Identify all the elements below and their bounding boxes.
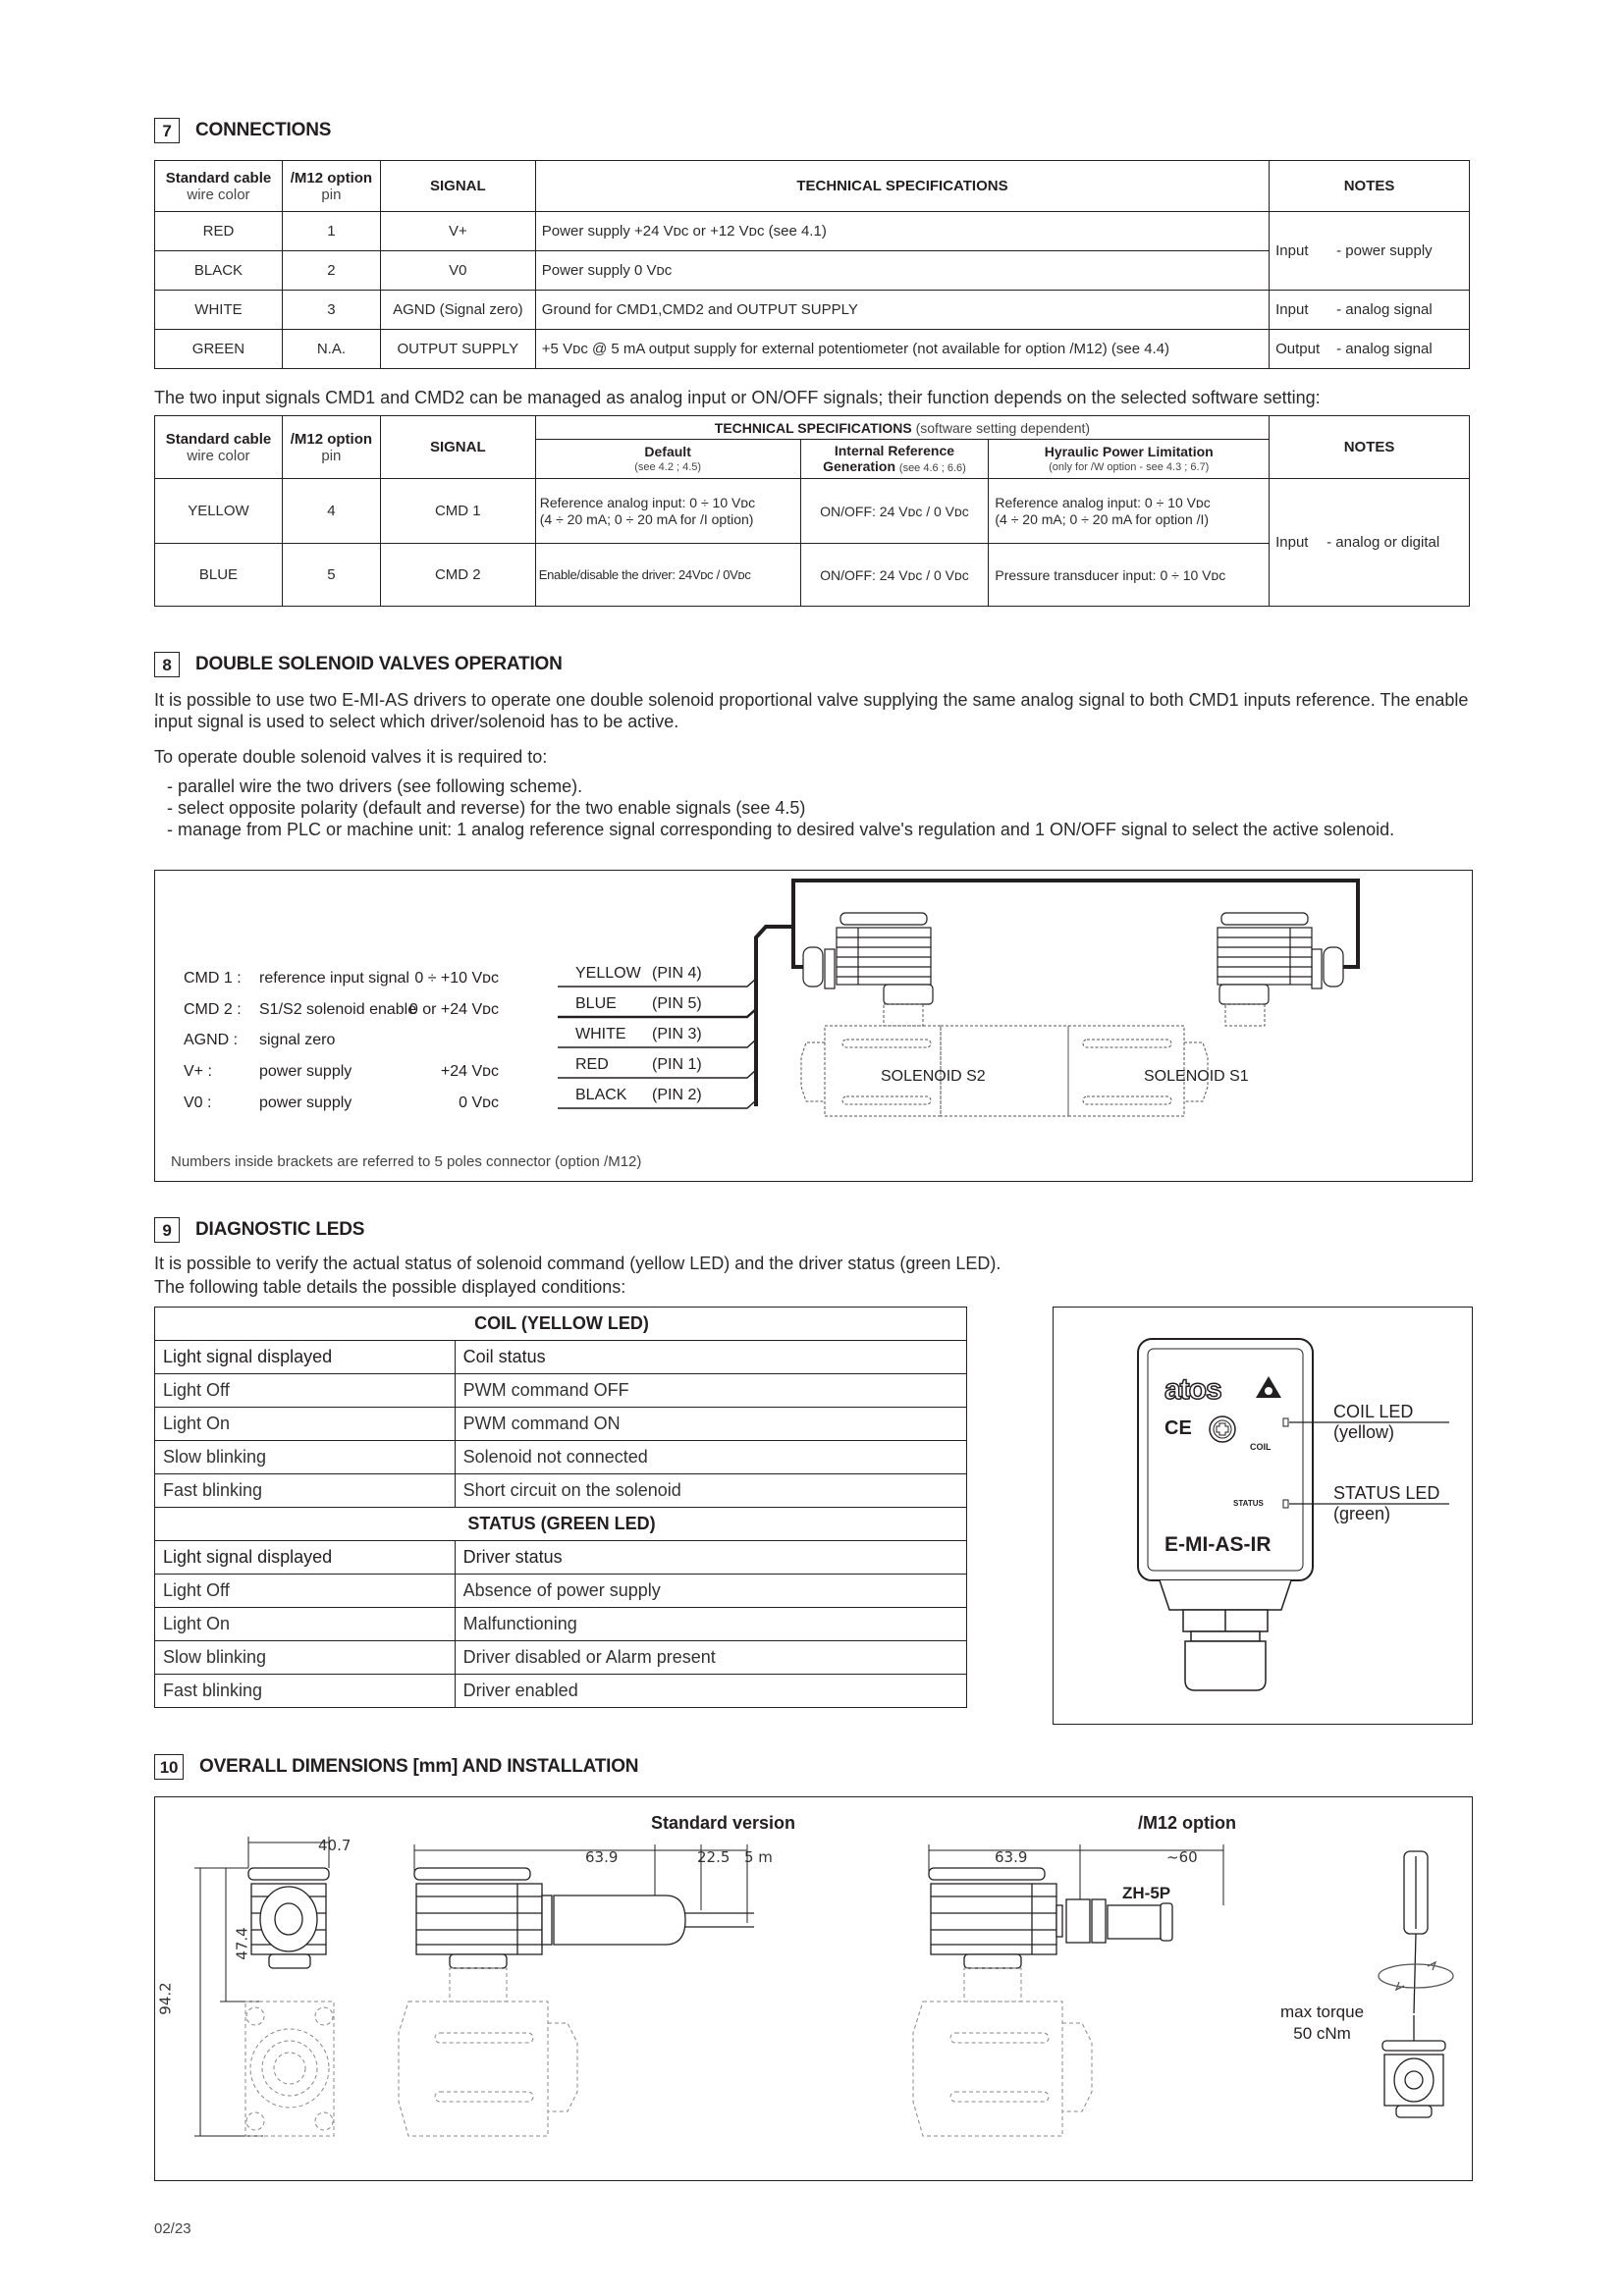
diagram-footnote: Numbers inside brackets are referred to 5 poles connector (option /M12) (171, 1153, 642, 1170)
table-row (155, 291, 1470, 330)
spec: Power supply +24 Vᴅᴄ or +12 Vᴅᴄ (see 4.1) (535, 212, 1269, 251)
wire-color: BLUE (155, 544, 283, 607)
section-title: CONNECTIONS (195, 120, 332, 140)
header-main: Hyraulic Power Limitation (1044, 443, 1214, 459)
note-desc: - analog or digital (1326, 534, 1440, 551)
dim-height-total: 94.2 (156, 1982, 175, 2015)
signal: AGND (Signal zero) (380, 291, 535, 330)
light-signal: Light On (155, 1608, 456, 1641)
header-sub: pin (321, 186, 342, 203)
table-row (155, 1474, 967, 1508)
table-row (155, 1641, 967, 1675)
col-header: Light signal displayed (155, 1541, 456, 1575)
signal-desc: power supply (259, 1063, 352, 1080)
header-specs (535, 416, 1269, 440)
header-default (535, 440, 800, 479)
section-number: 10 (154, 1754, 184, 1780)
front-valve-ghost (245, 2002, 334, 2136)
wire-pin: (PIN 1) (652, 1056, 702, 1073)
paragraph: It is possible to use two E-MI-AS drivers to operate one double solenoid proportional valve supplying the same analog signal to both CMD1 inputs reference. The enable input signal is used to select which driver/solenoid has to be active. (154, 690, 1469, 731)
header-pin (282, 161, 380, 212)
header-main: /M12 option (290, 430, 373, 448)
signal-name: V+ : (184, 1063, 212, 1080)
wire-color: WHITE (155, 291, 283, 330)
header-sub: (see 4.2 ; 4.5) (634, 460, 702, 473)
col-header: Coil status (455, 1341, 966, 1374)
note-type: Input (1275, 534, 1309, 551)
header-signal: SIGNAL (380, 416, 535, 479)
cable-gland (1160, 1580, 1291, 1690)
paragraph: It is possible to verify the actual status of solenoid command (yellow LED) and the driver status (green LED). (154, 1254, 1001, 1273)
header-internal (800, 440, 989, 479)
header-sub: (software setting dependent) (915, 419, 1091, 436)
section-8-heading (154, 652, 563, 677)
wire-lines (558, 979, 756, 1108)
device-illustration (1053, 1307, 1473, 1725)
led-status-table (154, 1307, 967, 1708)
signal-name: CMD 1 : (184, 970, 242, 987)
callout-sub: (yellow) (1333, 1422, 1395, 1442)
header-specs: TECHNICAL SPECIFICATIONS (535, 161, 1269, 212)
header-main: TECHNICAL SPECIFICATIONS (714, 419, 912, 436)
hydraulic-spec (989, 479, 1270, 544)
signal-value: 0 ÷ +10 Vᴅᴄ (414, 970, 499, 987)
internal-spec: ON/OFF: 24 Vᴅᴄ / 0 Vᴅᴄ (800, 479, 989, 544)
notes-cell (1270, 479, 1470, 607)
dim-length-std: 63.9 (585, 1848, 619, 1866)
light-signal: Fast blinking (155, 1474, 456, 1508)
front-view (248, 1868, 329, 1968)
wire-color: YELLOW (155, 479, 283, 544)
header-main: Standard cable (165, 169, 272, 187)
standard-version-label: Standard version (651, 1813, 796, 1833)
default-spec (535, 479, 800, 544)
spec-line: (4 ÷ 20 mA; 0 ÷ 20 mA for option /I) (995, 510, 1210, 527)
header-signal: SIGNAL (380, 161, 535, 212)
note-type: Input (1275, 301, 1309, 318)
section-title: OVERALL DIMENSIONS [mm] AND INSTALLATION (199, 1756, 639, 1777)
header-sub: (only for /W option - see 4.3 ; 6.7) (1049, 460, 1210, 473)
header-main: Generation (823, 457, 896, 474)
bullet-list (167, 775, 1475, 840)
signal: CMD 1 (380, 479, 535, 544)
coil-led-indicator (1283, 1418, 1288, 1426)
pin: 2 (282, 251, 380, 291)
ce-mark: CE (1164, 1417, 1192, 1439)
signal-desc: power supply (259, 1095, 352, 1111)
connections-table (154, 160, 1470, 369)
col-header: Light signal displayed (155, 1341, 456, 1374)
table-row (155, 1408, 967, 1441)
signal-name: CMD 2 : (184, 1001, 242, 1018)
status-text: Short circuit on the solenoid (455, 1474, 966, 1508)
header-main: Standard cable (165, 430, 272, 448)
default-spec: Enable/disable the driver: 24Vᴅᴄ / 0Vᴅᴄ (535, 544, 800, 607)
status-title-row (155, 1508, 967, 1541)
note-desc: - analog signal (1336, 301, 1433, 318)
wire-color: BLACK (155, 251, 283, 291)
m12-valve-ghost (913, 1968, 1092, 2136)
table-header-row (155, 161, 1470, 212)
mini-driver-drawing (1382, 2015, 1445, 2117)
wiring-drawing (155, 871, 1471, 1181)
cmd-intro-text: The two input signals CMD1 and CMD2 can be managed as analog input or ON/OFF signals; their function depends on the selected software setting: (154, 388, 1321, 407)
coil-title-row (155, 1308, 967, 1341)
wire-color: RED (155, 212, 283, 251)
status-text: Solenoid not connected (455, 1441, 966, 1474)
header-sub: (see 4.6 ; 6.6) (898, 461, 966, 474)
device-model: E-MI-AS-IR (1164, 1533, 1272, 1556)
status-text: Malfunctioning (455, 1608, 966, 1641)
brand-logo-text: atos (1164, 1373, 1221, 1406)
notes-cell (1270, 330, 1470, 369)
driver-s1-drawing (1218, 913, 1343, 1004)
bullet-item: - manage from PLC or machine unit: 1 analog reference signal corresponding to desired valve's regulation and 1 ON/OFF signal to select the active solenoid. (167, 820, 1395, 839)
status-header-row (155, 1541, 967, 1575)
light-signal: Slow blinking (155, 1441, 456, 1474)
section-title: DOUBLE SOLENOID VALVES OPERATION (195, 654, 563, 674)
spec: Ground for CMD1,CMD2 and OUTPUT SUPPLY (535, 291, 1269, 330)
status-led-indicator (1283, 1500, 1288, 1508)
section-7-heading (154, 118, 331, 143)
signal-desc: S1/S2 solenoid enable (259, 1001, 417, 1018)
signal: CMD 2 (380, 544, 535, 607)
signal-name: V0 : (184, 1095, 212, 1111)
paragraph: To operate double solenoid valves it is required to: (154, 747, 548, 767)
dimension-lines (194, 1837, 1223, 2136)
header-wire-color (155, 416, 283, 479)
wire-color: GREEN (155, 330, 283, 369)
bullet-item: - select opposite polarity (default and reverse) for the two enable signals (see 4.5) (167, 798, 806, 818)
wiring-diagram (154, 870, 1473, 1182)
signal: V0 (380, 251, 535, 291)
solenoid-s1-label: SOLENOID S1 (1144, 1068, 1249, 1085)
light-signal: Fast blinking (155, 1675, 456, 1708)
header-sub: wire color (187, 447, 250, 464)
pin: N.A. (282, 330, 380, 369)
header-wire-color (155, 161, 283, 212)
m12-side-view (929, 1868, 1172, 1968)
spec: Power supply 0 Vᴅᴄ (535, 251, 1269, 291)
pin: 3 (282, 291, 380, 330)
callout-title: STATUS LED (1333, 1483, 1440, 1503)
solenoid-s2-label: SOLENOID S2 (881, 1068, 986, 1085)
signal-name: AGND : (184, 1032, 239, 1048)
pin: 1 (282, 212, 380, 251)
header-pin (282, 416, 380, 479)
m12-option-label: /M12 option (1138, 1813, 1236, 1833)
dim-height-upper: 47.4 (233, 1927, 251, 1960)
wire-color: YELLOW (575, 965, 641, 982)
coil-led-callout (1333, 1402, 1413, 1443)
coil-header-row (155, 1341, 967, 1374)
standard-valve-ghost (399, 1968, 577, 2136)
internal-spec: ON/OFF: 24 Vᴅᴄ / 0 Vᴅᴄ (800, 544, 989, 607)
plus-icon (1217, 1423, 1228, 1435)
header-main: Internal Reference (834, 442, 955, 458)
status-text: PWM command OFF (455, 1374, 966, 1408)
signal-value: +24 Vᴅᴄ (440, 1063, 499, 1080)
table-row (155, 1374, 967, 1408)
table-header-row (155, 416, 1470, 440)
pin: 4 (282, 479, 380, 544)
table-row (155, 479, 1470, 544)
dim-length-m12: 63.9 (995, 1848, 1028, 1866)
note-type: Input (1275, 242, 1309, 259)
signal-value: 0 or +24 Vᴅᴄ (408, 1001, 499, 1018)
wire-pin: (PIN 2) (652, 1087, 702, 1103)
section-10-heading (154, 1754, 638, 1780)
connector-model: ZH-5P (1122, 1884, 1171, 1902)
status-text: Driver enabled (455, 1675, 966, 1708)
wire-pin: (PIN 4) (652, 965, 702, 982)
spec: +5 Vᴅᴄ @ 5 mA output supply for external potentiometer (not available for option /M12) (see 4.4) (535, 330, 1269, 369)
status-text: PWM command ON (455, 1408, 966, 1441)
valve-body-drawing (801, 1004, 1265, 1116)
bullet-item: - parallel wire the two drivers (see following scheme). (167, 776, 583, 796)
status-text: Absence of power supply (455, 1575, 966, 1608)
dimensions-drawing (154, 1796, 1473, 2181)
callout-title: COIL LED (1333, 1402, 1414, 1421)
section-number: 7 (154, 118, 180, 143)
driver-s2-drawing (803, 913, 933, 1004)
status-small-label: STATUS (1233, 1499, 1264, 1508)
table-row (155, 1575, 967, 1608)
signal-desc: reference input signal (259, 970, 409, 987)
notes-cell (1270, 291, 1470, 330)
light-signal: Slow blinking (155, 1641, 456, 1675)
rotation-arrow-icon (1379, 1962, 1453, 1990)
header-sub: wire color (187, 186, 250, 203)
col-header: Driver status (455, 1541, 966, 1575)
status-table-title: STATUS (GREEN LED) (155, 1508, 967, 1541)
table-row (155, 212, 1470, 251)
table-row (155, 330, 1470, 369)
header-main: Default (644, 443, 691, 459)
header-notes: NOTES (1270, 416, 1470, 479)
status-led-callout (1333, 1483, 1439, 1524)
callout-sub: (green) (1333, 1504, 1391, 1523)
note-desc: - analog signal (1336, 341, 1433, 357)
wire-pin: (PIN 5) (652, 995, 702, 1012)
dim-width-front: 40.7 (318, 1837, 352, 1854)
cmd-signals-table (154, 415, 1470, 607)
standard-side-view (414, 1868, 754, 1968)
section-9-heading (154, 1217, 364, 1243)
spec-line: Reference analog input: 0 ÷ 10 Vᴅᴄ (995, 494, 1211, 510)
signal: OUTPUT SUPPLY (380, 330, 535, 369)
signal: V+ (380, 212, 535, 251)
light-signal: Light Off (155, 1575, 456, 1608)
spec-line: (4 ÷ 20 mA; 0 ÷ 20 mA for /I option) (539, 510, 754, 527)
wire-color: BLUE (575, 995, 617, 1012)
wire-color: RED (575, 1056, 609, 1073)
dimensions-svg (155, 1797, 1471, 2180)
light-signal: Light On (155, 1408, 456, 1441)
brand-logo-dot (1265, 1387, 1272, 1395)
header-notes: NOTES (1270, 161, 1470, 212)
torque-line: max torque (1280, 2002, 1365, 2021)
torque-value: 50 cNm (1293, 2024, 1351, 2043)
screwdriver-icon (1404, 1851, 1428, 2013)
wire-color: WHITE (575, 1026, 626, 1042)
section-number: 9 (154, 1217, 180, 1243)
light-signal: Light Off (155, 1374, 456, 1408)
paragraph: The following table details the possible displayed conditions: (154, 1277, 626, 1297)
header-main: /M12 option (290, 169, 373, 187)
notes-cell (1270, 212, 1470, 291)
table-row (155, 1441, 967, 1474)
table-row (155, 1608, 967, 1641)
signal-value: 0 Vᴅᴄ (459, 1095, 499, 1111)
pin: 5 (282, 544, 380, 607)
signal-desc: signal zero (259, 1032, 336, 1048)
dim-cable: 5 m (744, 1848, 773, 1866)
header-sub: pin (321, 447, 342, 464)
hydraulic-spec: Pressure transducer input: 0 ÷ 10 Vᴅᴄ (989, 544, 1270, 607)
spec-line: Reference analog input: 0 ÷ 10 Vᴅᴄ (539, 494, 756, 510)
wire-color: BLACK (575, 1087, 627, 1103)
coil-table-title: COIL (YELLOW LED) (155, 1308, 967, 1341)
status-text: Driver disabled or Alarm present (455, 1641, 966, 1675)
dim-gland: 22.5 (697, 1848, 731, 1866)
table-row (155, 1675, 967, 1708)
note-desc: - power supply (1336, 242, 1433, 259)
note-type: Output (1275, 341, 1321, 357)
coil-small-label: COIL (1250, 1442, 1272, 1452)
section-number: 8 (154, 652, 180, 677)
footer-date: 02/23 (154, 2220, 191, 2237)
header-hydraulic (989, 440, 1270, 479)
section-title: DIAGNOSTIC LEDS (195, 1219, 365, 1240)
wire-pin: (PIN 3) (652, 1026, 702, 1042)
dim-connector: ~60 (1166, 1848, 1198, 1866)
